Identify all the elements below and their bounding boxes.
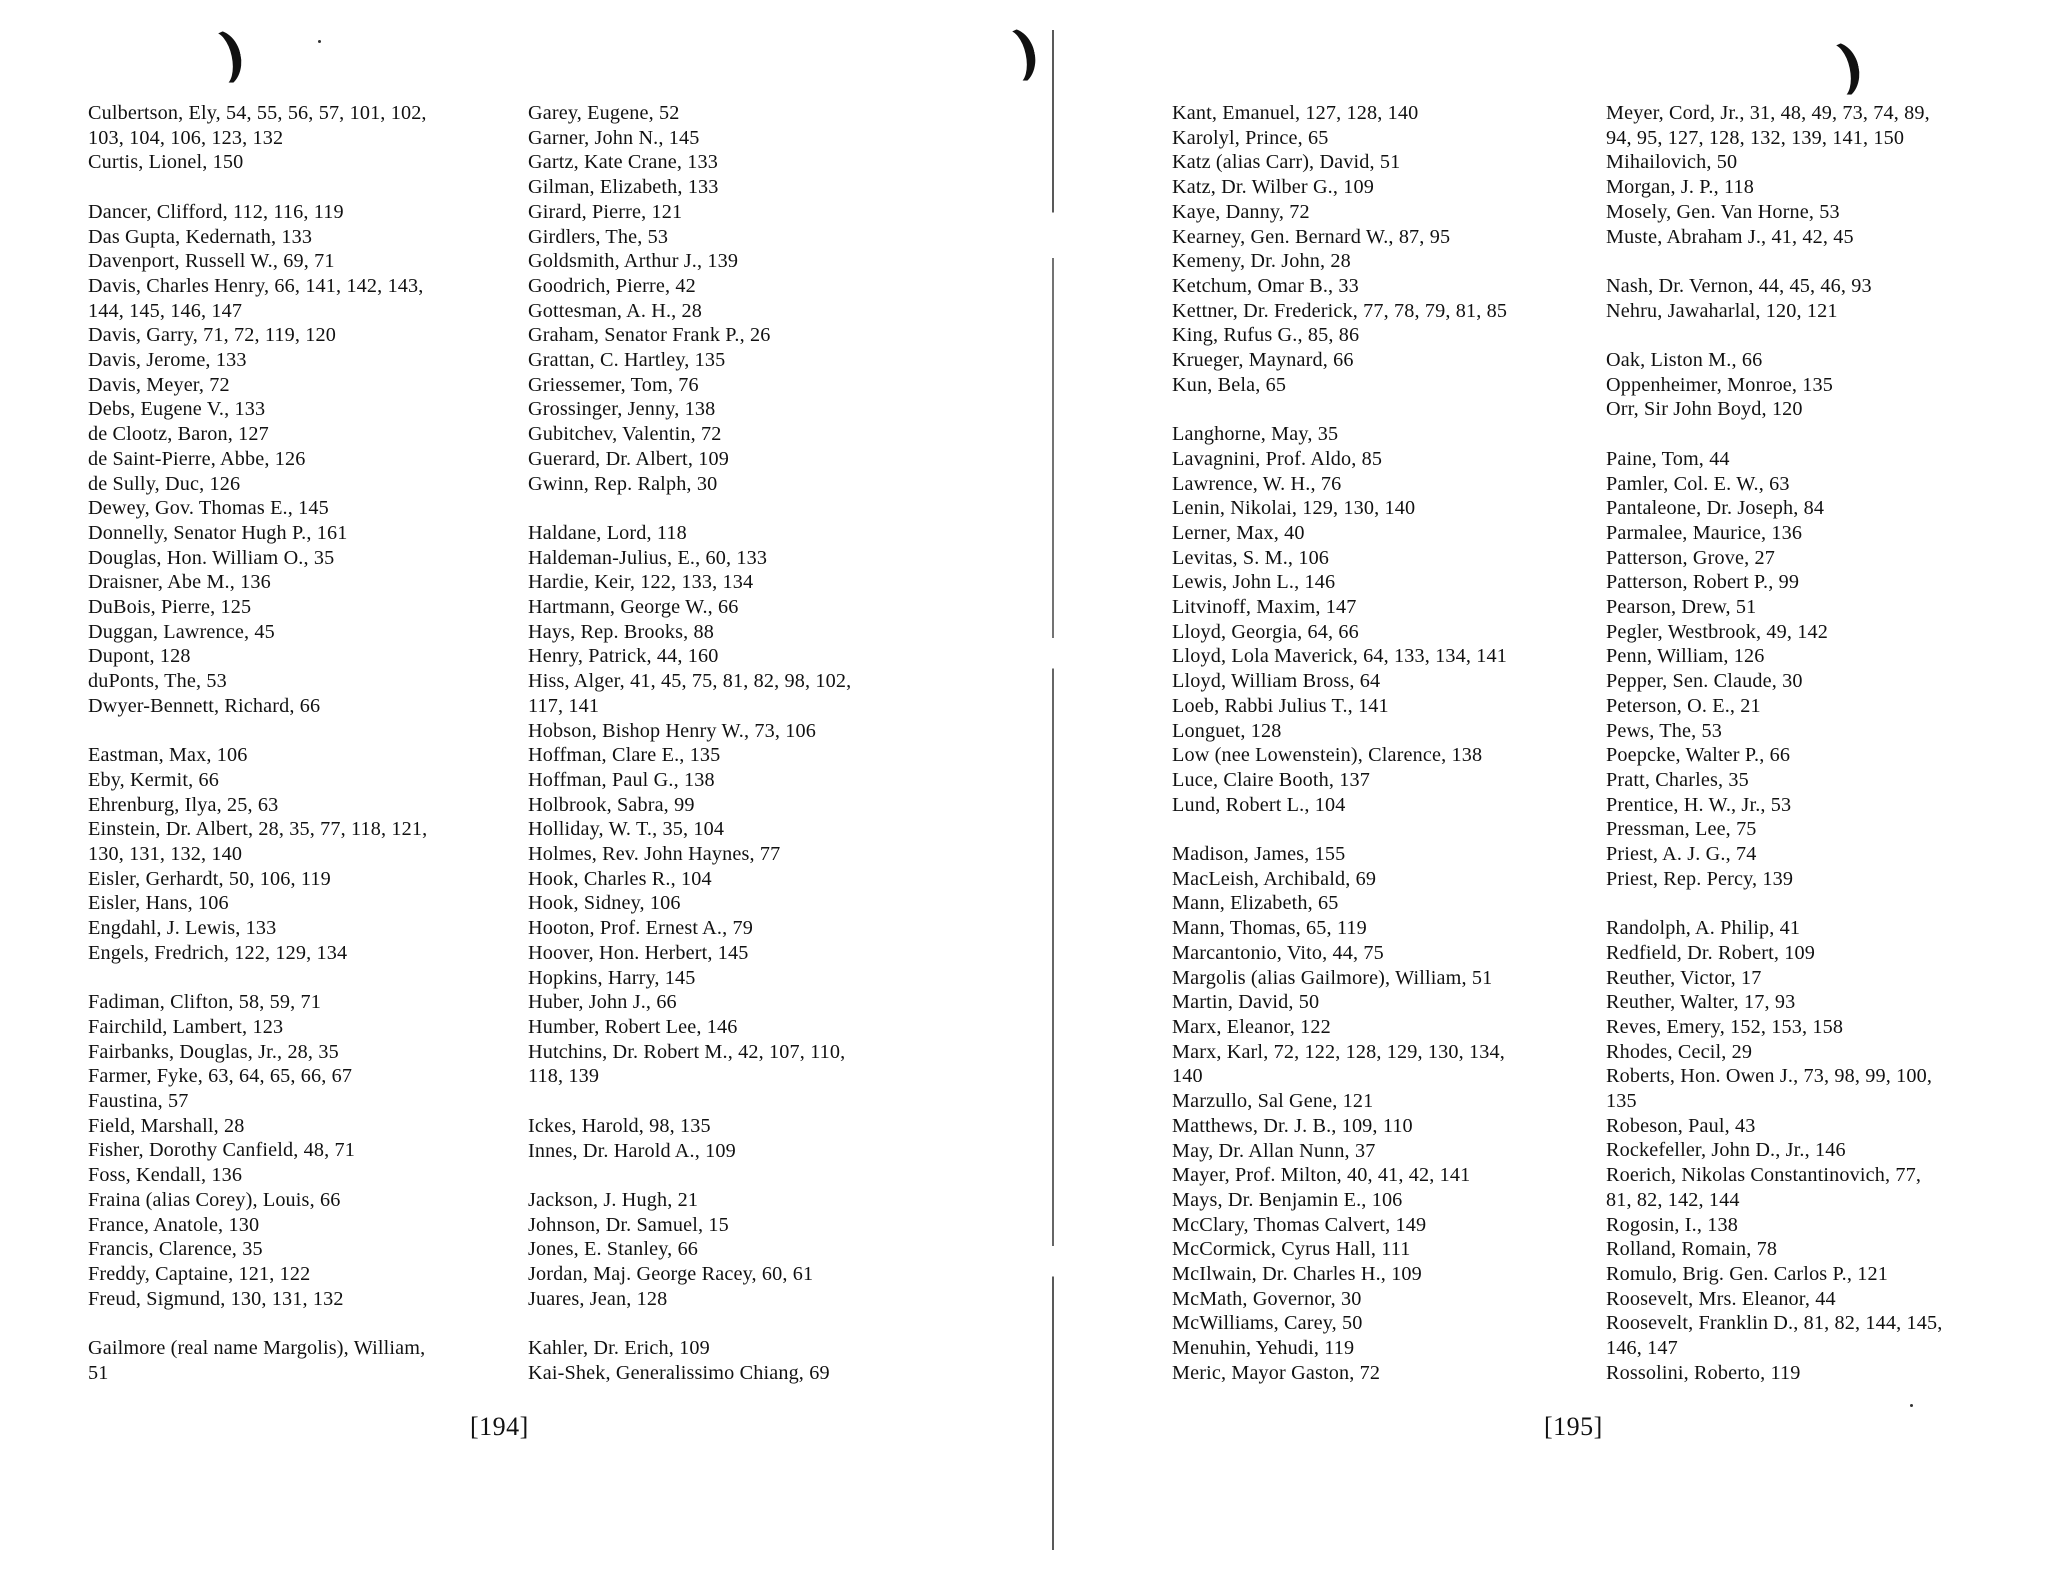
- index-entry: Marcantonio, Vito, 44, 75: [1172, 941, 1384, 964]
- index-entry: Hays, Rep. Brooks, 88: [528, 620, 714, 643]
- index-entry: Dwyer-Bennett, Richard, 66: [88, 694, 321, 717]
- index-column-3: [1172, 101, 1602, 1386]
- index-entry: Roberts, Hon. Owen J., 73, 98, 99, 100,: [1606, 1065, 1933, 1088]
- index-entry: Girard, Pierre, 121: [528, 200, 683, 223]
- index-entry: MacLeish, Archibald, 69: [1172, 867, 1377, 890]
- index-entry: Jones, E. Stanley, 66: [528, 1238, 699, 1261]
- index-entry: Fraina (alias Corey), Louis, 66: [88, 1188, 341, 1211]
- index-entry: Hobson, Bishop Henry W., 73, 106: [528, 719, 816, 742]
- index-entry: Lloyd, Georgia, 64, 66: [1172, 620, 1359, 643]
- index-entry: Foss, Kendall, 136: [88, 1164, 243, 1187]
- index-entry: Lerner, Max, 40: [1172, 521, 1305, 544]
- index-entry: Dancer, Clifford, 112, 116, 119: [88, 200, 344, 223]
- index-entry: Nash, Dr. Vernon, 44, 45, 46, 93: [1606, 274, 1872, 297]
- index-entry: 81, 82, 142, 144: [1606, 1188, 1740, 1211]
- index-entry: Matthews, Dr. J. B., 109, 110: [1172, 1114, 1413, 1137]
- index-entry: Guerard, Dr. Albert, 109: [528, 447, 729, 470]
- index-entry: Mann, Thomas, 65, 119: [1172, 917, 1367, 940]
- index-column-4: [1606, 101, 2046, 1386]
- index-entry: Litvinoff, Maxim, 147: [1172, 596, 1357, 619]
- index-entry: Davenport, Russell W., 69, 71: [88, 250, 335, 273]
- index-entry: 103, 104, 106, 123, 132: [88, 126, 284, 149]
- index-entry: Ketchum, Omar B., 33: [1172, 274, 1359, 297]
- index-entry: McMath, Governor, 30: [1172, 1287, 1362, 1310]
- index-entry: Patterson, Grove, 27: [1606, 546, 1775, 569]
- index-entry: Karolyl, Prince, 65: [1172, 126, 1329, 149]
- index-entry: Martin, David, 50: [1172, 991, 1320, 1014]
- index-entry: Garey, Eugene, 52: [528, 102, 680, 124]
- index-entry: Loeb, Rabbi Julius T., 141: [1172, 694, 1389, 717]
- index-entry: 140: [1172, 1065, 1203, 1088]
- index-entry: Katz, Dr. Wilber G., 109: [1172, 176, 1375, 199]
- index-entry: Engels, Fredrich, 122, 129, 134: [88, 941, 348, 964]
- index-entry: Marx, Eleanor, 122: [1172, 1015, 1331, 1038]
- index-entry: Reuther, Victor, 17: [1606, 966, 1762, 989]
- index-entry: Marzullo, Sal Gene, 121: [1172, 1090, 1374, 1113]
- index-entry: Katz (alias Carr), David, 51: [1172, 151, 1401, 174]
- index-entry: Lawrence, W. H., 76: [1172, 472, 1342, 495]
- index-entry: Eisler, Gerhardt, 50, 106, 119: [88, 867, 331, 890]
- index-entry: Innes, Dr. Harold A., 109: [528, 1139, 736, 1162]
- index-entry: Holbrook, Sabra, 99: [528, 793, 695, 816]
- index-entry: Orr, Sir John Boyd, 120: [1606, 398, 1803, 421]
- index-entry: McIlwain, Dr. Charles H., 109: [1172, 1263, 1422, 1286]
- index-entry: Lewis, John L., 146: [1172, 571, 1336, 594]
- index-entry: Kant, Emanuel, 127, 128, 140: [1172, 102, 1419, 124]
- index-entry: Pews, The, 53: [1606, 719, 1722, 742]
- index-entry: Robeson, Paul, 43: [1606, 1114, 1756, 1137]
- crescent-ornament-icon: [1808, 38, 1864, 104]
- index-entry: Gailmore (real name Margolis), William,: [88, 1337, 426, 1360]
- index-entry: de Saint-Pierre, Abbe, 126: [88, 447, 306, 470]
- index-entry: Romulo, Brig. Gen. Carlos P., 121: [1606, 1262, 1888, 1285]
- index-entry: 144, 145, 146, 147: [88, 299, 243, 322]
- index-entry: Francis, Clarence, 35: [88, 1238, 263, 1261]
- index-entry: 146, 147: [1606, 1337, 1678, 1360]
- index-entry: Pamler, Col. E. W., 63: [1606, 472, 1790, 495]
- index-entry: Rolland, Romain, 78: [1606, 1238, 1778, 1261]
- index-entry: Ehrenburg, Ilya, 25, 63: [88, 793, 279, 816]
- index-entry: Paine, Tom, 44: [1606, 447, 1730, 470]
- index-entry: Huber, John J., 66: [528, 991, 677, 1014]
- index-entry: Pressman, Lee, 75: [1606, 818, 1757, 841]
- index-entry: 130, 131, 132, 140: [88, 843, 243, 866]
- index-entry: Engdahl, J. Lewis, 133: [88, 917, 277, 940]
- index-entry: Fairbanks, Douglas, Jr., 28, 35: [88, 1040, 339, 1063]
- index-entry: Fairchild, Lambert, 123: [88, 1015, 284, 1038]
- index-entry: Parmalee, Maurice, 136: [1606, 521, 1803, 544]
- index-entry: Donnelly, Senator Hugh P., 161: [88, 521, 348, 544]
- index-entry: Davis, Meyer, 72: [88, 373, 230, 396]
- index-entry: Gartz, Kate Crane, 133: [528, 151, 718, 174]
- index-entry: Debs, Eugene V., 133: [88, 398, 266, 421]
- index-entry: Davis, Garry, 71, 72, 119, 120: [88, 324, 337, 347]
- index-entry: Davis, Charles Henry, 66, 141, 142, 143,: [88, 274, 424, 297]
- index-entry: Levitas, S. M., 106: [1172, 546, 1330, 569]
- index-entry: Eastman, Max, 106: [88, 744, 248, 767]
- index-entry: Graham, Senator Frank P., 26: [528, 324, 771, 347]
- index-entry: Roosevelt, Franklin D., 81, 82, 144, 145,: [1606, 1312, 1943, 1335]
- index-entry: Langhorne, May, 35: [1172, 423, 1339, 446]
- page-number: [194]: [470, 1412, 529, 1441]
- index-entry: Garner, John N., 145: [528, 126, 700, 149]
- index-entry: Morgan, J. P., 118: [1606, 176, 1754, 199]
- index-entry: Lavagnini, Prof. Aldo, 85: [1172, 447, 1383, 470]
- index-entry: Haldeman-Julius, E., 60, 133: [528, 546, 768, 569]
- index-entry: Girdlers, The, 53: [528, 225, 669, 248]
- index-entry: Priest, Rep. Percy, 139: [1606, 867, 1794, 890]
- index-entry: 117, 141: [528, 694, 600, 717]
- index-entry: duPonts, The, 53: [88, 670, 227, 693]
- index-entry: Kemeny, Dr. John, 28: [1172, 250, 1351, 273]
- index-entry: Kahler, Dr. Erich, 109: [528, 1337, 710, 1360]
- index-entry: 94, 95, 127, 128, 132, 139, 141, 150: [1606, 126, 1905, 149]
- index-entry: Eisler, Hans, 106: [88, 892, 229, 915]
- index-entry: Dupont, 128: [88, 645, 191, 668]
- index-entry: Hardie, Keir, 122, 133, 134: [528, 571, 754, 594]
- index-entry: Field, Marshall, 28: [88, 1114, 245, 1137]
- index-entry: Dewey, Gov. Thomas E., 145: [88, 497, 329, 520]
- index-entry: Poepcke, Walter P., 66: [1606, 744, 1791, 767]
- index-entry: Das Gupta, Kedernath, 133: [88, 225, 313, 248]
- index-entry: Eby, Kermit, 66: [88, 768, 220, 791]
- index-entry: Hoffman, Paul G., 138: [528, 768, 715, 791]
- index-entry: Meric, Mayor Gaston, 72: [1172, 1361, 1381, 1384]
- index-entry: Pratt, Charles, 35: [1606, 768, 1749, 791]
- index-entry: May, Dr. Allan Nunn, 37: [1172, 1139, 1376, 1162]
- index-entry: McWilliams, Carey, 50: [1172, 1312, 1363, 1335]
- index-entry: Henry, Patrick, 44, 160: [528, 645, 719, 668]
- index-entry: Hoffman, Clare E., 135: [528, 744, 721, 767]
- index-entry: Hoover, Hon. Herbert, 145: [528, 941, 749, 964]
- index-entry: Marx, Karl, 72, 122, 128, 129, 130, 134,: [1172, 1040, 1505, 1063]
- index-entry: Fisher, Dorothy Canfield, 48, 71: [88, 1139, 355, 1162]
- index-entry: Redfield, Dr. Robert, 109: [1606, 941, 1815, 964]
- page-number: [195]: [1544, 1412, 1603, 1441]
- index-entry: Reves, Emery, 152, 153, 158: [1606, 1015, 1844, 1038]
- index-entry: Longuet, 128: [1172, 719, 1282, 742]
- index-entry: Goodrich, Pierre, 42: [528, 274, 696, 297]
- index-entry: Rockefeller, John D., Jr., 146: [1606, 1139, 1846, 1162]
- index-entry: Muste, Abraham J., 41, 42, 45: [1606, 225, 1854, 248]
- index-entry: Lloyd, William Bross, 64: [1172, 670, 1381, 693]
- index-entry: Luce, Claire Booth, 137: [1172, 768, 1370, 791]
- index-entry: Holmes, Rev. John Haynes, 77: [528, 843, 781, 866]
- index-entry: Gubitchev, Valentin, 72: [528, 423, 722, 446]
- index-entry: Kettner, Dr. Frederick, 77, 78, 79, 81, 85: [1172, 299, 1508, 322]
- index-entry: Hook, Charles R., 104: [528, 867, 712, 890]
- index-entry: Margolis (alias Gailmore), William, 51: [1172, 966, 1493, 989]
- index-entry: Haldane, Lord, 118: [528, 521, 687, 544]
- index-entry: 118, 139: [528, 1065, 600, 1088]
- index-entry: Curtis, Lionel, 150: [88, 151, 244, 174]
- ink-speck: [318, 40, 321, 43]
- index-entry: Mayer, Prof. Milton, 40, 41, 42, 141: [1172, 1164, 1471, 1187]
- index-entry: Oak, Liston M., 66: [1606, 349, 1763, 371]
- index-entry: Douglas, Hon. William O., 35: [88, 546, 335, 569]
- index-entry: Lenin, Nikolai, 129, 130, 140: [1172, 497, 1416, 520]
- index-entry: Kearney, Gen. Bernard W., 87, 95: [1172, 225, 1451, 248]
- index-entry: Ickes, Harold, 98, 135: [528, 1114, 711, 1137]
- index-entry: Rhodes, Cecil, 29: [1606, 1040, 1753, 1063]
- index-entry: Meyer, Cord, Jr., 31, 48, 49, 73, 74, 89,: [1606, 102, 1930, 124]
- index-entry: Humber, Robert Lee, 146: [528, 1016, 738, 1038]
- index-column-1: [88, 101, 518, 1386]
- index-entry: Rossolini, Roberto, 119: [1606, 1361, 1801, 1384]
- index-entry: Oppenheimer, Monroe, 135: [1606, 373, 1834, 396]
- index-entry: Holliday, W. T., 35, 104: [528, 818, 725, 841]
- index-entry: Gwinn, Rep. Ralph, 30: [528, 472, 718, 495]
- index-entry: Johnson, Dr. Samuel, 15: [528, 1213, 729, 1236]
- index-entry: Mays, Dr. Benjamin E., 106: [1172, 1188, 1403, 1211]
- index-entry: Draisner, Abe M., 136: [88, 571, 271, 594]
- index-entry: King, Rufus G., 85, 86: [1172, 324, 1360, 347]
- index-entry: de Sully, Duc, 126: [88, 472, 241, 495]
- index-entry: Priest, A. J. G., 74: [1606, 843, 1757, 866]
- index-entry: Krueger, Maynard, 66: [1172, 349, 1354, 372]
- index-entry: Rogosin, I., 138: [1606, 1213, 1738, 1236]
- index-entry: Fadiman, Clifton, 58, 59, 71: [88, 991, 321, 1014]
- index-entry: DuBois, Pierre, 125: [88, 596, 252, 619]
- index-entry: Lloyd, Lola Maverick, 64, 133, 134, 141: [1172, 645, 1507, 668]
- index-entry: Kai-Shek, Generalissimo Chiang, 69: [528, 1361, 830, 1384]
- index-entry: Hopkins, Harry, 145: [528, 966, 696, 989]
- index-entry: Pegler, Westbrook, 49, 142: [1606, 620, 1829, 643]
- index-entry: Roerich, Nikolas Constantinovich, 77,: [1606, 1164, 1922, 1187]
- index-entry: Hooton, Prof. Ernest A., 79: [528, 917, 753, 940]
- right-page: [1050, 0, 2048, 1578]
- index-entry: Patterson, Robert P., 99: [1606, 571, 1800, 594]
- index-entry: Pearson, Drew, 51: [1606, 596, 1757, 619]
- index-entry: Madison, James, 155: [1172, 843, 1346, 866]
- index-entry: Roosevelt, Mrs. Eleanor, 44: [1606, 1287, 1836, 1310]
- index-entry: Lund, Robert L., 104: [1172, 793, 1346, 816]
- index-entry: Peterson, O. E., 21: [1606, 694, 1761, 717]
- index-entry: France, Anatole, 130: [88, 1213, 260, 1236]
- index-entry: 51: [88, 1361, 109, 1384]
- index-entry: Pantaleone, Dr. Joseph, 84: [1606, 497, 1825, 520]
- index-entry: Reuther, Walter, 17, 93: [1606, 991, 1796, 1014]
- index-entry: Prentice, H. W., Jr., 53: [1606, 793, 1792, 816]
- index-entry: Hutchins, Dr. Robert M., 42, 107, 110,: [528, 1040, 846, 1063]
- index-entry: Grossinger, Jenny, 138: [528, 398, 716, 421]
- index-entry: Kaye, Danny, 72: [1172, 200, 1310, 223]
- index-entry: Mihailovich, 50: [1606, 151, 1738, 174]
- index-entry: Davis, Jerome, 133: [88, 349, 247, 372]
- index-entry: Pepper, Sen. Claude, 30: [1606, 670, 1803, 693]
- index-entry: McCormick, Cyrus Hall, 111: [1172, 1238, 1411, 1261]
- index-entry: Freddy, Captaine, 121, 122: [88, 1263, 311, 1285]
- index-entry: Menuhin, Yehudi, 119: [1172, 1337, 1355, 1360]
- index-entry: Juares, Jean, 128: [528, 1287, 668, 1310]
- index-entry: Hook, Sidney, 106: [528, 892, 681, 915]
- index-entry: Gilman, Elizabeth, 133: [528, 176, 719, 199]
- index-entry: Mann, Elizabeth, 65: [1172, 892, 1339, 915]
- index-entry: Nehru, Jawaharlal, 120, 121: [1606, 299, 1838, 322]
- crescent-ornament-icon: [190, 26, 246, 92]
- ink-speck: [1910, 1404, 1913, 1407]
- index-entry: Jackson, J. Hugh, 21: [528, 1188, 699, 1211]
- index-entry: Faustina, 57: [88, 1090, 189, 1113]
- index-entry: Culbertson, Ely, 54, 55, 56, 57, 101, 102,: [88, 102, 427, 124]
- index-column-2: [528, 101, 988, 1386]
- index-entry: Griessemer, Tom, 76: [528, 373, 699, 396]
- index-entry: 135: [1606, 1090, 1637, 1113]
- index-entry: Einstein, Dr. Albert, 28, 35, 77, 118, 121,: [88, 818, 428, 841]
- index-entry: Penn, William, 126: [1606, 645, 1765, 668]
- index-entry: Farmer, Fyke, 63, 64, 65, 66, 67: [88, 1065, 353, 1088]
- index-entry: Low (nee Lowenstein), Clarence, 138: [1172, 744, 1483, 767]
- index-entry: Grattan, C. Hartley, 135: [528, 349, 726, 372]
- index-entry: McClary, Thomas Calvert, 149: [1172, 1213, 1427, 1236]
- index-entry: de Clootz, Baron, 127: [88, 423, 269, 446]
- index-entry: Jordan, Maj. George Racey, 60, 61: [528, 1263, 814, 1285]
- index-entry: Kun, Bela, 65: [1172, 373, 1287, 396]
- index-entry: Randolph, A. Philip, 41: [1606, 917, 1801, 940]
- index-entry: Hiss, Alger, 41, 45, 75, 81, 82, 98, 102,: [528, 670, 852, 693]
- index-entry: Mosely, Gen. Van Horne, 53: [1606, 200, 1840, 223]
- index-entry: Duggan, Lawrence, 45: [88, 620, 275, 643]
- index-entry: Freud, Sigmund, 130, 131, 132: [88, 1287, 344, 1310]
- index-entry: Hartmann, George W., 66: [528, 596, 739, 619]
- index-entry: Gottesman, A. H., 28: [528, 299, 703, 322]
- index-entry: Goldsmith, Arthur J., 139: [528, 250, 739, 273]
